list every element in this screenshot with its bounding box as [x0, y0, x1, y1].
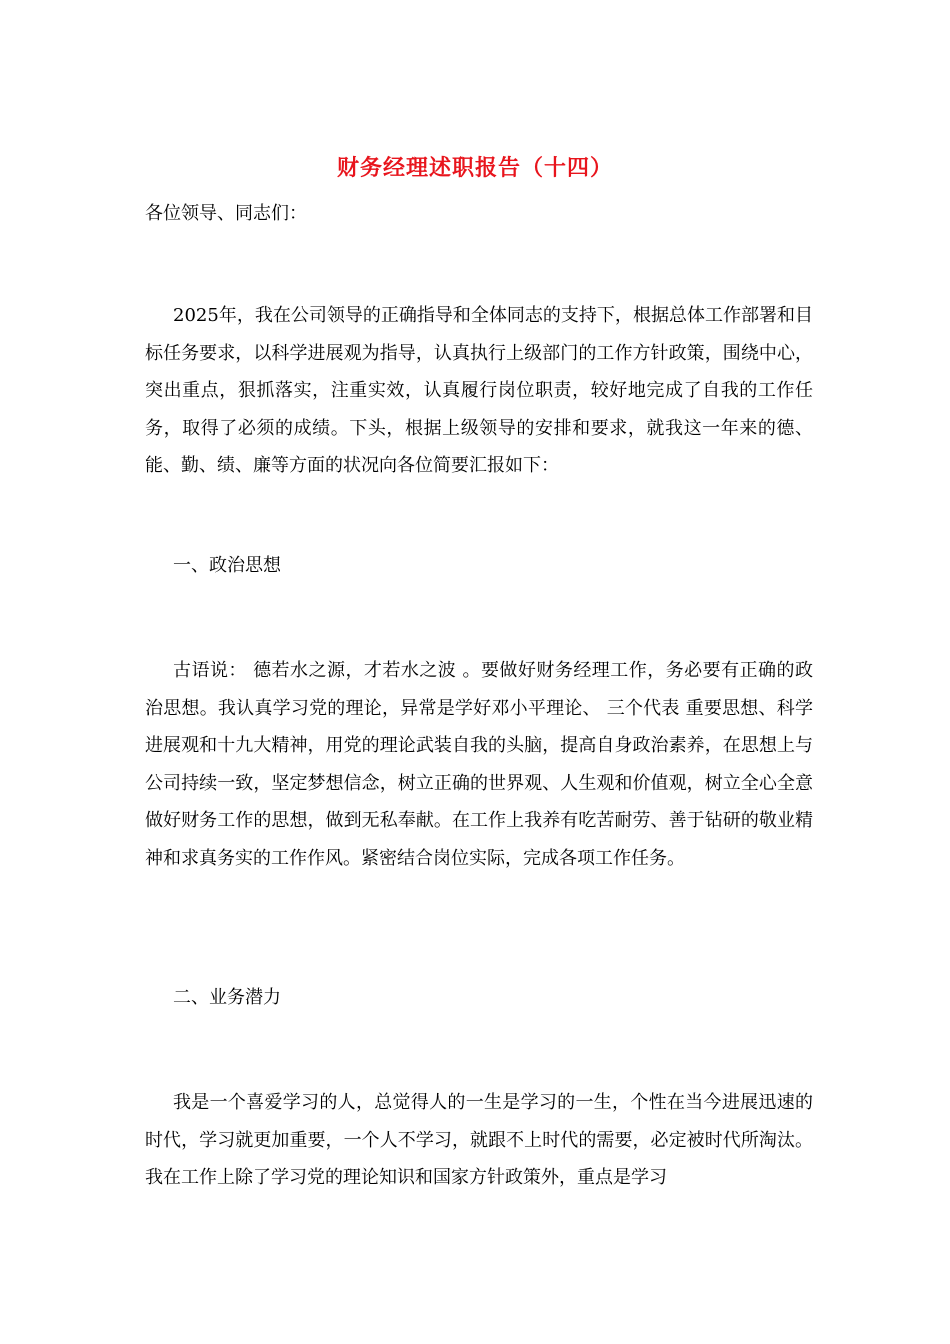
greeting-line: 各位领导、同志们： — [145, 203, 307, 224]
paragraph-intro: 2025年，我在公司领导的正确指导和全体同志的支持下，根据总体工作部署和目标任务要求，以科学进展观为指导，认真执行上级部门的工作方针政策，围绕中心，突出重点，狠抓落实，注重实效，认真履行岗位职责，较好地完成了自我的工作任务，取得了必须的成绩。下头，根据上级领导的安排和要求，就我这一年来的德、能、勤、绩、廉等方面的状况向各位简要汇报如下： — [145, 305, 813, 476]
document-title: 财务经理述职报告（十四） — [336, 155, 613, 181]
section-heading-business: 二、业务潜力 — [173, 987, 281, 1008]
paragraph-political: 古语说： 德若水之源，才若水之波 。要做好财务经理工作，务必要有正确的政治思想。我认真学习党的理论，异常是学好邓小平理论、 三个代表 重要思想、科学进展观和十九大精神，用党的理论武装自我的头脑，提高自身政治素养，在思想上与公司持续一致，坚定梦想信念，树立正确的世界观、人生观和价值观，树立全心全意做好财务工作的思想，做到无私奉献。在工作上我养有吃苦耐劳、善于钻研的敬业精神和求真务实的工作作风。紧密结合岗位实际，完成各项工作任务。 — [145, 660, 813, 869]
section-heading-political: 一、政治思想 — [173, 555, 281, 576]
paragraph-business: 我是一个喜爱学习的人，总觉得人的一生是学习的一生，个性在当今进展迅速的时代，学习就更加重要，一个人不学习，就跟不上时代的需要，必定被时代所淘汰。我在工作上除了学习党的理论知识和国家方针政策外，重点是学习 — [145, 1092, 813, 1188]
